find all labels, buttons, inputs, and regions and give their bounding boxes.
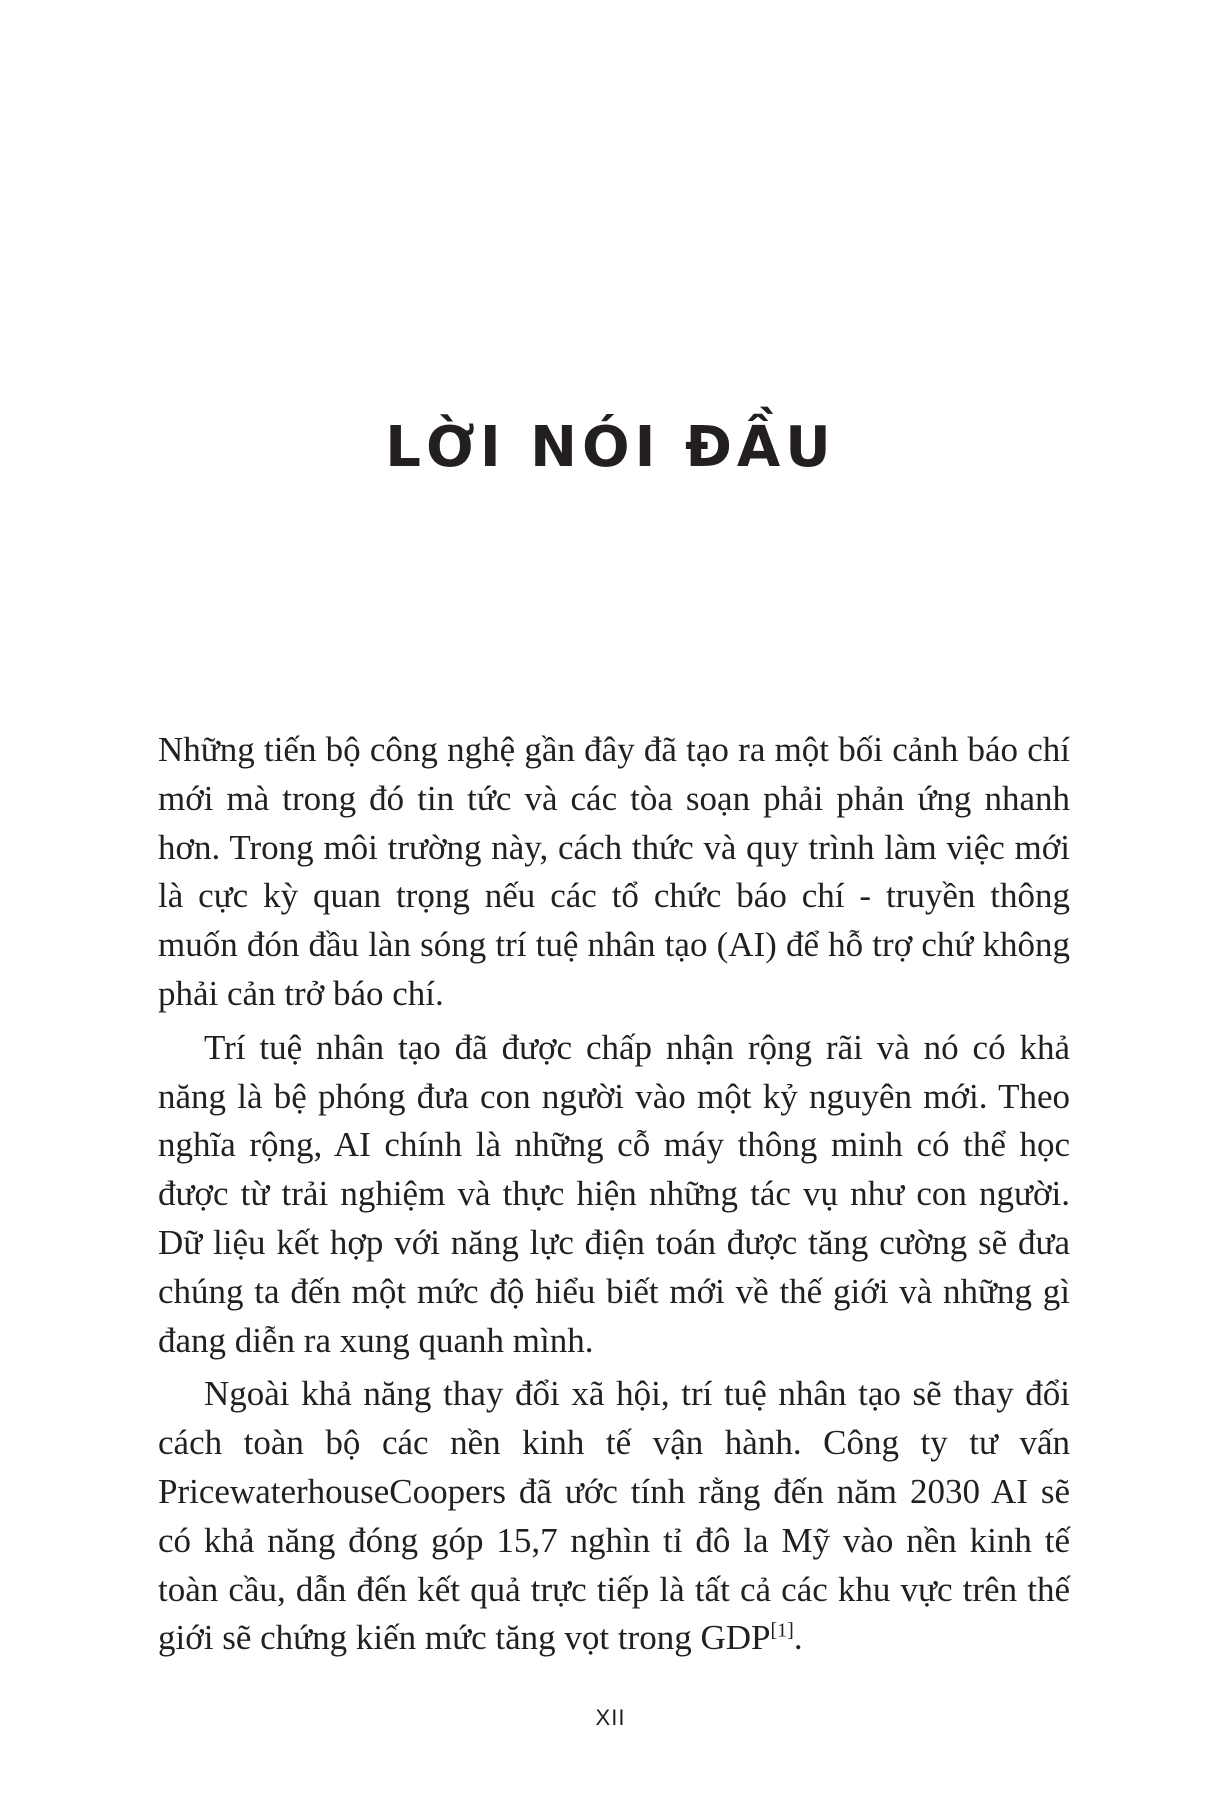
paragraph-3 xyxy=(158,1370,1070,1663)
paragraph-3-text: Ngoài khả năng thay đổi xã hội, trí tuệ nhân tạo sẽ thay đổi cách toàn bộ các nền kinh tế vận hành. Công ty tư vấn PricewaterhouseCoopers đã ước tính rằng đến năm 2030 AI sẽ có khả năng đóng góp 15,7 nghìn tỉ đô la Mỹ vào nền kinh tế toàn cầu, dẫn đến kết quả trực tiếp là tất cả các khu vực trên thế giới sẽ chứng kiến mức tăng vọt trong GDP xyxy=(158,1374,1070,1658)
paragraph-1: Những tiến bộ công nghệ gần đây đã tạo ra một bối cảnh báo chí mới mà trong đó tin tức và các tòa soạn phải phản ứng nhanh hơn. Trong môi trường này, cách thức và quy trình làm việc mới là cực kỳ quan trọng nếu các tổ chức báo chí - truyền thông muốn đón đầu làn sóng trí tuệ nhân tạo (AI) để hỗ trợ chứ không phải cản trở báo chí. xyxy=(158,730,1070,1013)
paragraph-2: Trí tuệ nhân tạo đã được chấp nhận rộng rãi và nó có khả năng là bệ phóng đưa con người vào một kỷ nguyên mới. Theo nghĩa rộng, AI chính là những cỗ máy thông minh có thể học được từ trải nghiệm và thực hiện những tác vụ như con người. Dữ liệu kết hợp với năng lực điện toán được tăng cường sẽ đưa chúng ta đến một mức độ hiểu biết mới về thế giới và những gì đang diễn ra xung quanh mình. xyxy=(158,1027,1070,1360)
chapter-title: LỜI NÓI ĐẦU xyxy=(385,415,836,480)
paragraph-3-end: . xyxy=(793,1618,803,1658)
footnote-reference[interactable]: [1] xyxy=(770,1619,794,1642)
page-number: XII xyxy=(595,1705,626,1730)
chapter-body xyxy=(158,726,1070,1668)
